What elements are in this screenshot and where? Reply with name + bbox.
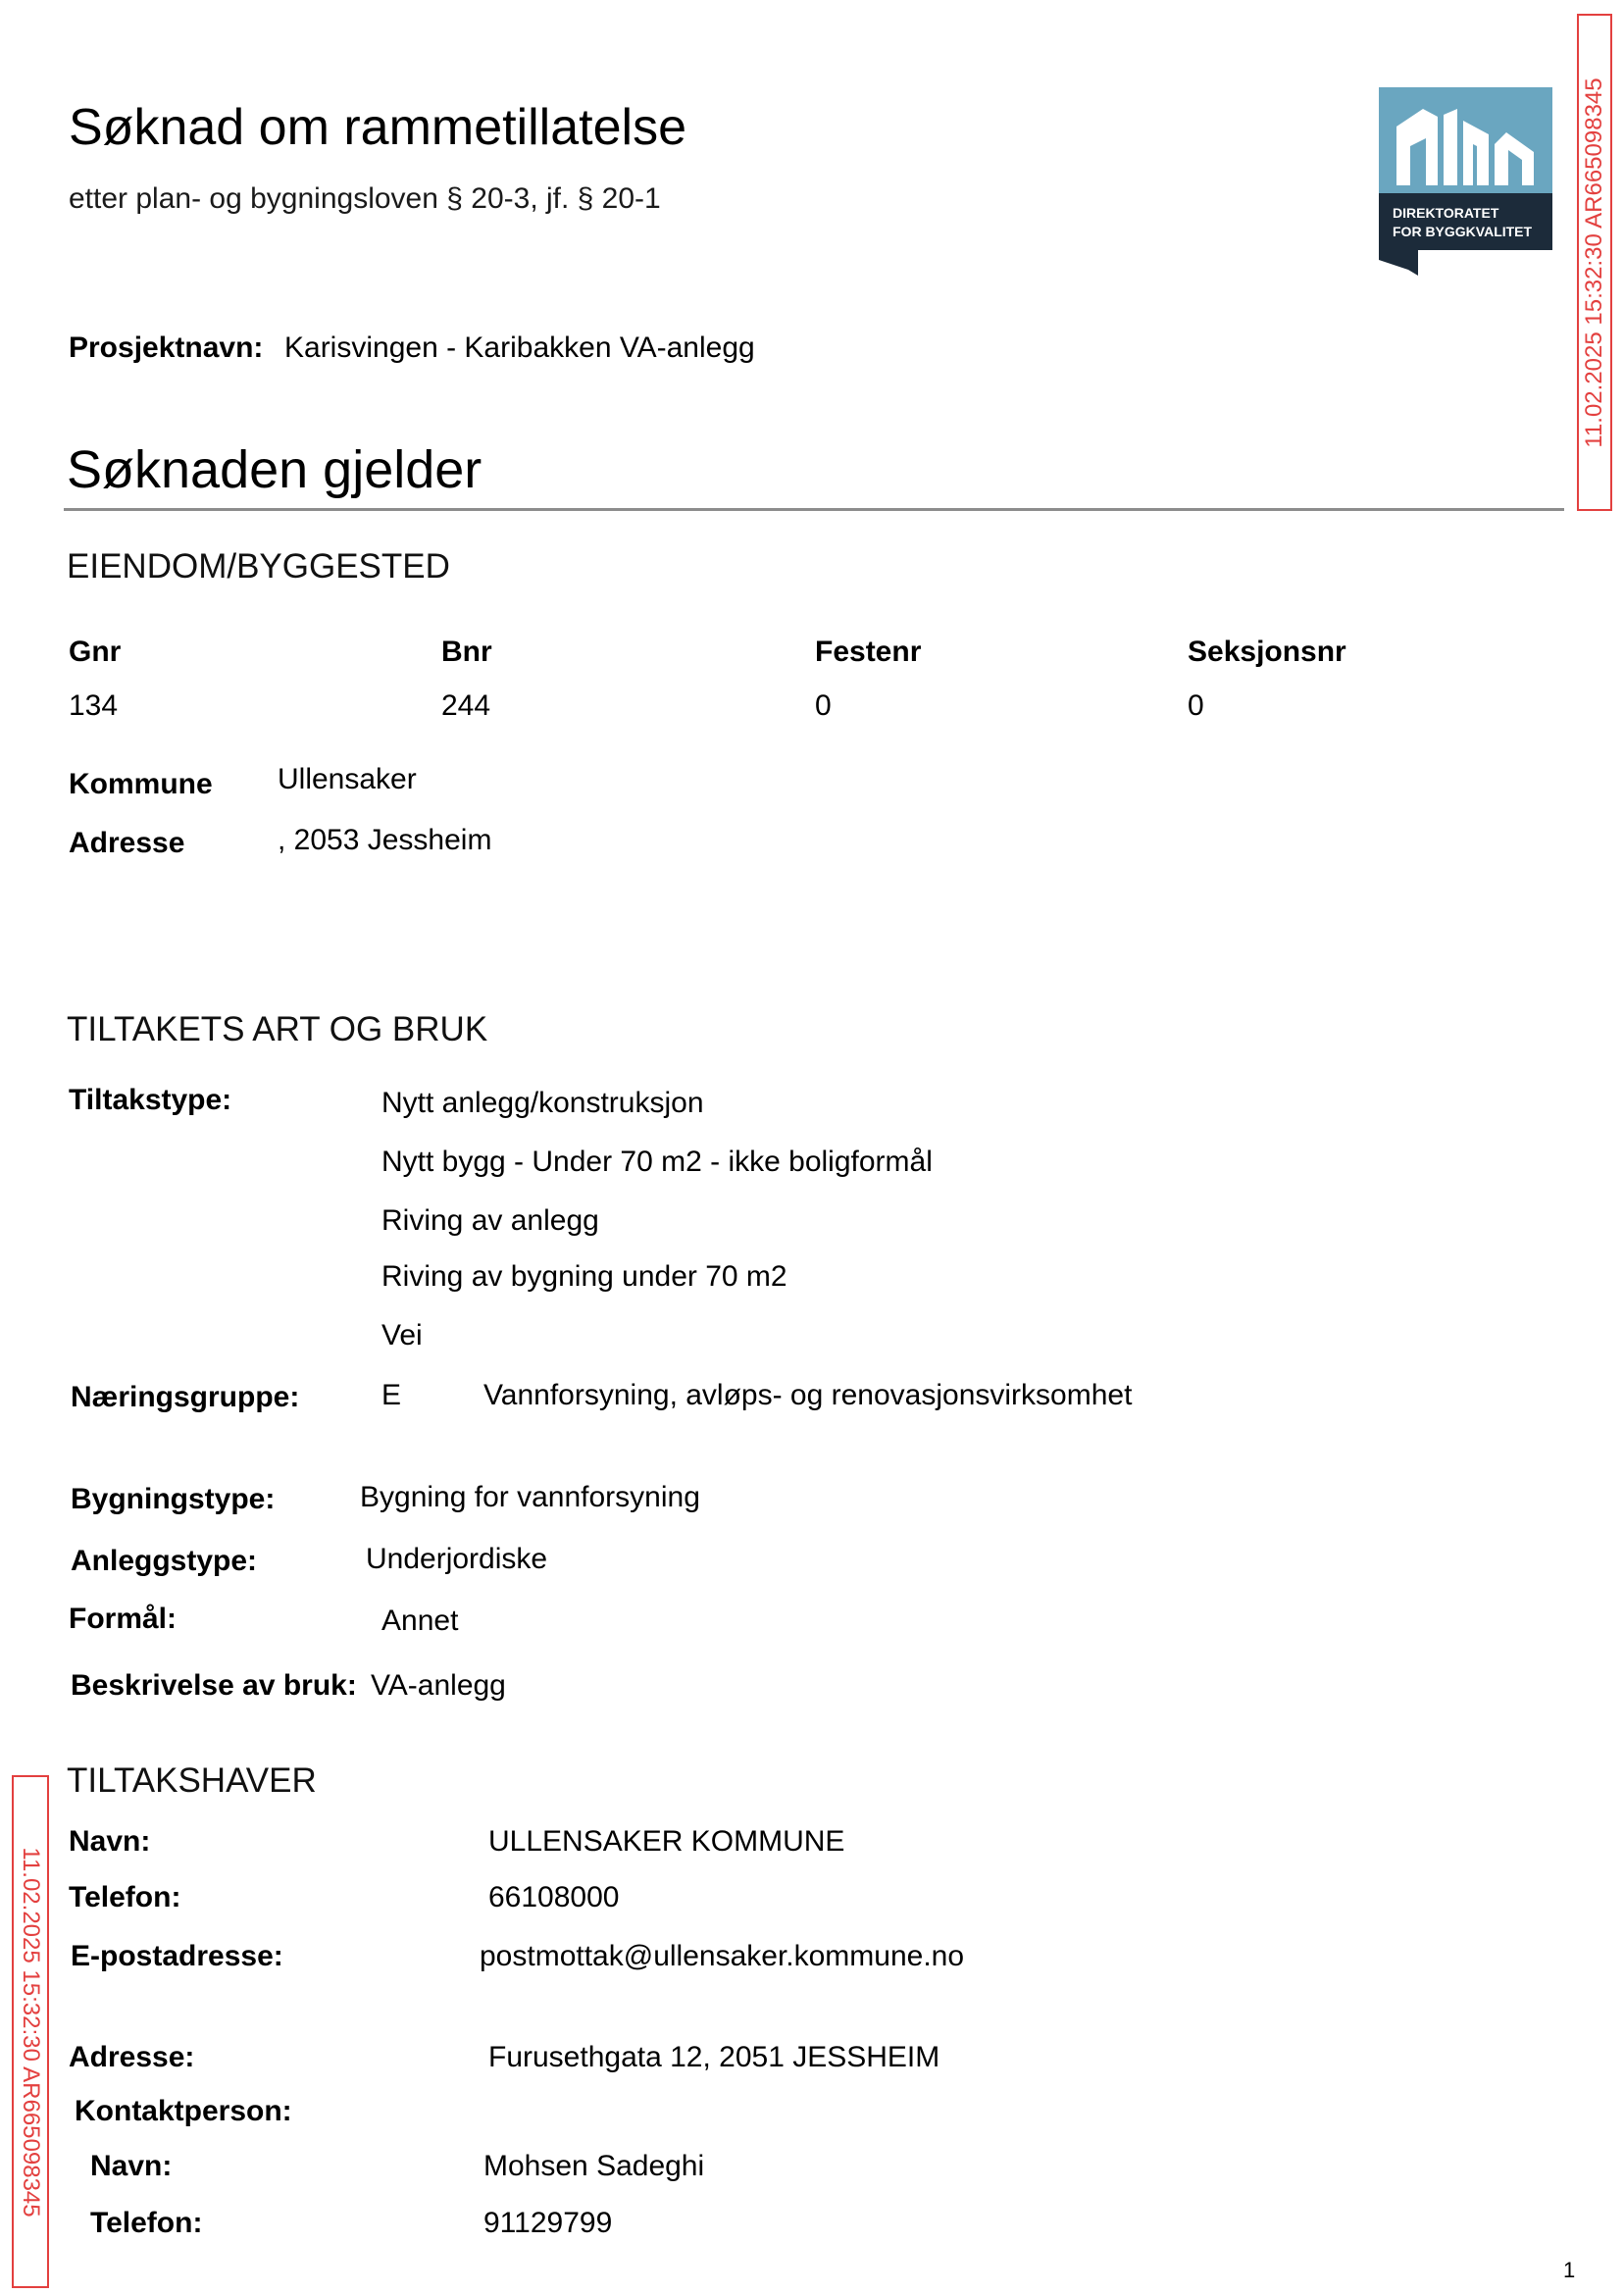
logo-line1: DIREKTORATET [1393,205,1499,221]
gnr-label: Gnr [69,636,122,668]
kommune-value: Ullensaker [278,763,417,795]
beskrivelse-label: Beskrivelse av bruk: [71,1669,357,1702]
dibk-logo [1379,87,1552,276]
tiltakstype-item: Riving av bygning under 70 m2 [381,1260,787,1293]
bygningstype-label: Bygningstype: [71,1483,276,1515]
tiltakstype-item: Riving av anlegg [381,1204,599,1237]
tiltakstype-item: Vei [381,1319,423,1351]
seksjonsnr-label: Seksjonsnr [1188,636,1346,668]
anleggstype-label: Anleggstype: [71,1545,258,1577]
property-heading: EIENDOM/BYGGESTED [67,547,450,586]
section-divider [64,508,1564,511]
naeringsgruppe-text: Vannforsyning, avløps- og renovasjonsvirksomhet [483,1379,1133,1411]
tiltakstype-item: Nytt anlegg/konstruksjon [381,1087,704,1119]
formal-value: Annet [381,1605,459,1637]
adresse-value: , 2053 Jessheim [278,824,492,856]
adresse-label: Adresse [69,827,185,859]
bnr-label: Bnr [441,636,492,668]
kommune-label: Kommune [69,768,213,800]
gnr-value: 134 [69,689,119,722]
kontakt-telefon-label: Telefon: [90,2207,203,2239]
festenr-label: Festenr [815,636,922,668]
tiltakshaver-epost-value: postmottak@ullensaker.kommune.no [480,1940,965,1972]
tiltak-heading: TILTAKETS ART OG BRUK [67,1010,488,1048]
page-number: 1 [1563,2258,1576,2282]
tiltakshaver-navn-label: Navn: [69,1825,151,1858]
document-subtitle: etter plan- og bygningsloven § 20-3, jf. § 20-1 [69,182,661,215]
tiltakshaver-telefon-value: 66108000 [488,1881,620,1913]
festenr-value: 0 [815,689,832,722]
archive-stamp-text: 11.02.2025 15:32:30 AR665098345 [1581,76,1607,448]
kontakt-telefon-value: 91129799 [483,2207,613,2239]
tiltakshaver-navn-value: ULLENSAKER KOMMUNE [488,1825,845,1858]
archive-stamp-right [1577,14,1612,511]
tiltakshaver-epost-label: E-postadresse: [71,1940,283,1972]
tiltakstype-item: Nytt bygg - Under 70 m2 - ikke boligformål [381,1146,933,1178]
archive-stamp-text: 11.02.2025 15:32:30 AR665098345 [18,1846,44,2218]
naeringsgruppe-code: E [381,1379,402,1411]
tiltakshaver-adresse-value: Furusethgata 12, 2051 JESSHEIM [488,2041,940,2073]
project-name-label: Prosjektnavn: [69,331,264,364]
kontaktperson-label: Kontaktperson: [75,2095,292,2127]
archive-stamp-left [12,1775,49,2288]
tiltakshaver-heading: TILTAKSHAVER [67,1761,317,1800]
project-name-value: Karisvingen - Karibakken VA-anlegg [284,331,755,364]
tiltakstype-label: Tiltakstype: [69,1084,232,1116]
formal-label: Formål: [69,1603,178,1635]
seksjonsnr-value: 0 [1188,689,1204,722]
kontakt-navn-value: Mohsen Sadeghi [483,2150,705,2182]
naeringsgruppe-label: Næringsgruppe: [71,1381,300,1413]
document-title: Søknad om rammetillatelse [69,99,686,156]
tiltakshaver-telefon-label: Telefon: [69,1881,181,1913]
dibk-logo-graphic [1379,87,1552,276]
section-heading: Søknaden gjelder [67,440,482,499]
logo-line2: FOR BYGGKVALITET [1393,224,1533,239]
kontakt-navn-label: Navn: [90,2150,173,2182]
anleggstype-value: Underjordiske [366,1543,548,1575]
tiltakshaver-adresse-label: Adresse: [69,2041,195,2073]
bygningstype-value: Bygning for vannforsyning [360,1481,700,1513]
beskrivelse-value: VA-anlegg [371,1669,506,1702]
bnr-value: 244 [441,689,491,722]
